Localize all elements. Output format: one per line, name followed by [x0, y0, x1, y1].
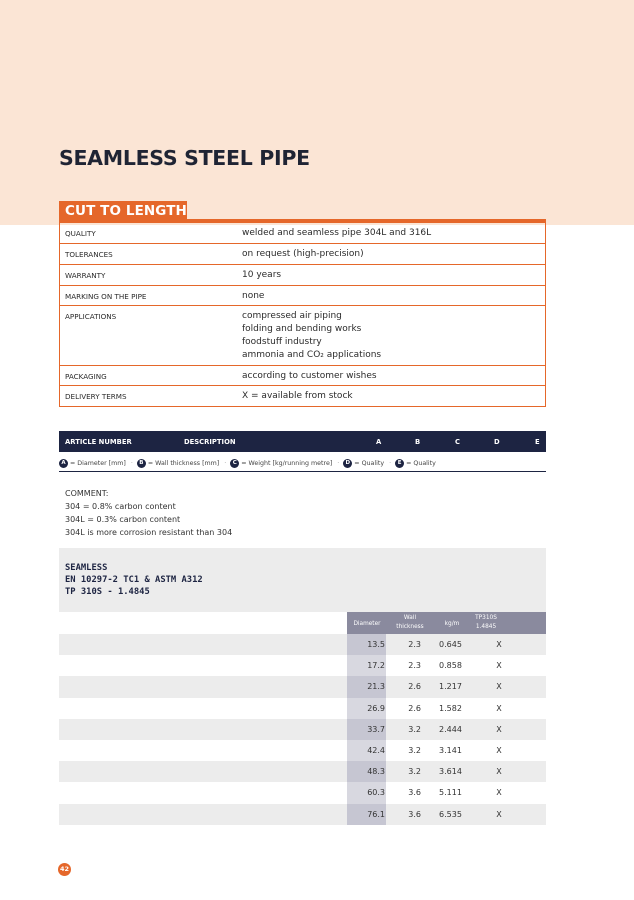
header-band — [0, 0, 634, 225]
legend-item — [137, 459, 219, 468]
legend-text: = Wall thickness [mm] — [147, 460, 220, 467]
cell-wall: 3.6 — [408, 788, 421, 798]
col-header-grade: TP310S — [475, 615, 497, 621]
cell-diameter: 60.3 — [367, 788, 385, 798]
spec-row-packaging — [60, 365, 545, 386]
column-legend — [59, 456, 546, 472]
table-row — [59, 804, 546, 825]
cell-availability: X — [496, 640, 502, 649]
cell-kgm: 5.111 — [439, 788, 462, 798]
cell-availability: X — [496, 682, 502, 692]
spec-value — [236, 244, 545, 264]
cell-availability: X — [496, 661, 502, 671]
spec-row-delivery-terms — [60, 385, 545, 406]
spec-value-line: compressed air piping — [242, 311, 342, 322]
spec-label: QUALITY — [65, 229, 96, 238]
table-row — [59, 740, 546, 761]
legend-separator: · — [389, 460, 392, 467]
badge-e-icon: E — [395, 459, 404, 468]
cell-wall: 3.2 — [408, 745, 421, 755]
cell-availability: X — [496, 788, 502, 798]
legend-item — [230, 459, 332, 468]
header-col-c: C — [455, 438, 460, 446]
cell-availability: X — [496, 745, 502, 755]
badge-c-icon: C — [230, 459, 239, 468]
cell-kgm: 0.645 — [439, 640, 462, 649]
article-header-bar — [59, 431, 546, 452]
spec-row-quality — [60, 223, 545, 243]
page-number: 42 — [58, 863, 71, 876]
header-col-e: E — [535, 438, 540, 446]
cell-wall: 2.6 — [408, 703, 421, 713]
cell-diameter: 26.9 — [367, 703, 385, 713]
cell-diameter: 76.1 — [367, 809, 385, 819]
col-header-wall-thickness: thickness — [396, 624, 424, 630]
cell-diameter: 13.5 — [367, 640, 385, 649]
legend-item — [59, 459, 126, 468]
table-row — [59, 655, 546, 676]
spec-row-warranty — [60, 264, 545, 285]
legend-separator: · — [224, 460, 227, 467]
cell-availability: X — [496, 809, 502, 819]
spec-label: PACKAGING — [65, 371, 107, 381]
spec-value-line: on request (high-precision) — [242, 249, 364, 259]
section-tab: CUT TO LENGTH — [59, 201, 187, 222]
cell-diameter: 33.7 — [367, 724, 385, 734]
badge-a-icon: A — [59, 459, 68, 468]
header-col-b: B — [415, 438, 421, 446]
legend-text: = Diameter [mm] — [70, 460, 126, 467]
cell-kgm: 0.858 — [439, 661, 462, 671]
product-title — [65, 562, 203, 598]
badge-b-icon: B — [137, 459, 146, 468]
product-title-line: TP 310S - 1.4845 — [65, 587, 150, 597]
cell-wall: 2.6 — [408, 682, 421, 692]
comment-line: 304L is more corrosion resistant than 304 — [65, 528, 233, 537]
legend-separator: · — [337, 460, 340, 467]
cell-diameter: 21.3 — [367, 682, 385, 692]
table-row — [59, 676, 546, 697]
col-header-kgm: kg/m — [444, 621, 460, 627]
spec-value — [236, 386, 545, 406]
cell-availability: X — [496, 703, 502, 713]
spec-value-line: according to customer wishes — [242, 370, 377, 381]
col-header-wall: Wall — [403, 615, 417, 621]
header-col-d: D — [494, 438, 500, 446]
cell-wall: 3.2 — [408, 767, 421, 777]
spec-value-line: welded and seamless pipe 304L and 316L — [242, 228, 432, 238]
table-row — [59, 719, 546, 740]
legend-text: = Quality — [354, 460, 385, 467]
cell-diameter: 17.2 — [367, 661, 385, 671]
comment-line: 304L = 0.3% carbon content — [65, 515, 181, 524]
spec-value-line: X = available from stock — [242, 391, 353, 402]
spec-label: TOLERANCES — [65, 250, 113, 259]
cell-kgm: 6.535 — [439, 809, 462, 819]
spec-label: WARRANTY — [65, 270, 106, 280]
header-col-a: A — [376, 438, 382, 446]
spec-value-line: ammonia and CO₂ applications — [242, 349, 382, 360]
product-box — [59, 548, 546, 612]
cell-kgm: 1.217 — [439, 682, 462, 692]
data-table-header — [347, 612, 546, 634]
badge-d-icon: D — [343, 459, 352, 468]
table-row — [59, 761, 546, 782]
spec-row-marking — [60, 285, 545, 306]
cell-availability: X — [496, 724, 502, 734]
spec-row-applications — [60, 305, 545, 364]
data-table-body — [59, 634, 546, 825]
cell-kgm: 1.582 — [439, 703, 462, 713]
legend-text: = Quality — [406, 460, 436, 467]
cell-wall: 2.3 — [408, 661, 421, 671]
spec-label: APPLICATIONS — [65, 312, 117, 322]
legend-separator: · — [130, 460, 133, 467]
comment-heading: COMMENT: — [65, 489, 109, 498]
spec-value-line: none — [242, 290, 265, 301]
cell-availability: X — [496, 767, 502, 777]
page-title: SEAMLESS STEEL PIPE — [59, 146, 310, 170]
table-row — [59, 634, 546, 655]
cell-wall: 2.3 — [408, 640, 421, 649]
header-description: DESCRIPTION — [184, 438, 236, 446]
product-title-line: SEAMLESS — [65, 563, 108, 573]
spec-value — [236, 286, 545, 306]
spec-table — [59, 223, 546, 407]
cell-wall: 3.2 — [408, 724, 421, 734]
spec-value — [236, 265, 545, 285]
product-title-line: EN 10297-2 TC1 & ASTM A312 — [65, 575, 203, 585]
col-header-grade-number: 1.4845 — [475, 624, 497, 630]
spec-row-tolerances — [60, 243, 545, 264]
col-header-diameter: Diameter — [353, 621, 381, 627]
spec-value — [236, 223, 545, 243]
spec-value-line: folding and bending works — [242, 324, 362, 335]
cell-diameter: 48.3 — [367, 767, 385, 777]
legend-item — [343, 459, 384, 468]
spec-value-line: 10 years — [242, 269, 282, 280]
comment-line: 304 = 0.8% carbon content — [65, 502, 176, 511]
table-row — [59, 698, 546, 719]
header-article-number: ARTICLE NUMBER — [65, 438, 132, 446]
spec-value-line: foodstuff industry — [242, 336, 322, 347]
cell-kgm: 2.444 — [439, 724, 462, 734]
spec-label: DELIVERY TERMS — [65, 392, 127, 402]
spec-value — [236, 366, 545, 386]
cell-wall: 3.6 — [408, 809, 421, 819]
cell-kgm: 3.141 — [439, 745, 462, 755]
spec-label: MARKING ON THE PIPE — [65, 291, 147, 301]
spec-value — [236, 306, 545, 364]
legend-item — [395, 459, 436, 468]
legend-text: = Weight [kg/running metre] — [241, 460, 333, 467]
table-row — [59, 782, 546, 803]
cell-kgm: 3.614 — [439, 767, 462, 777]
cell-diameter: 42.4 — [367, 745, 385, 755]
comment-block — [65, 487, 232, 539]
